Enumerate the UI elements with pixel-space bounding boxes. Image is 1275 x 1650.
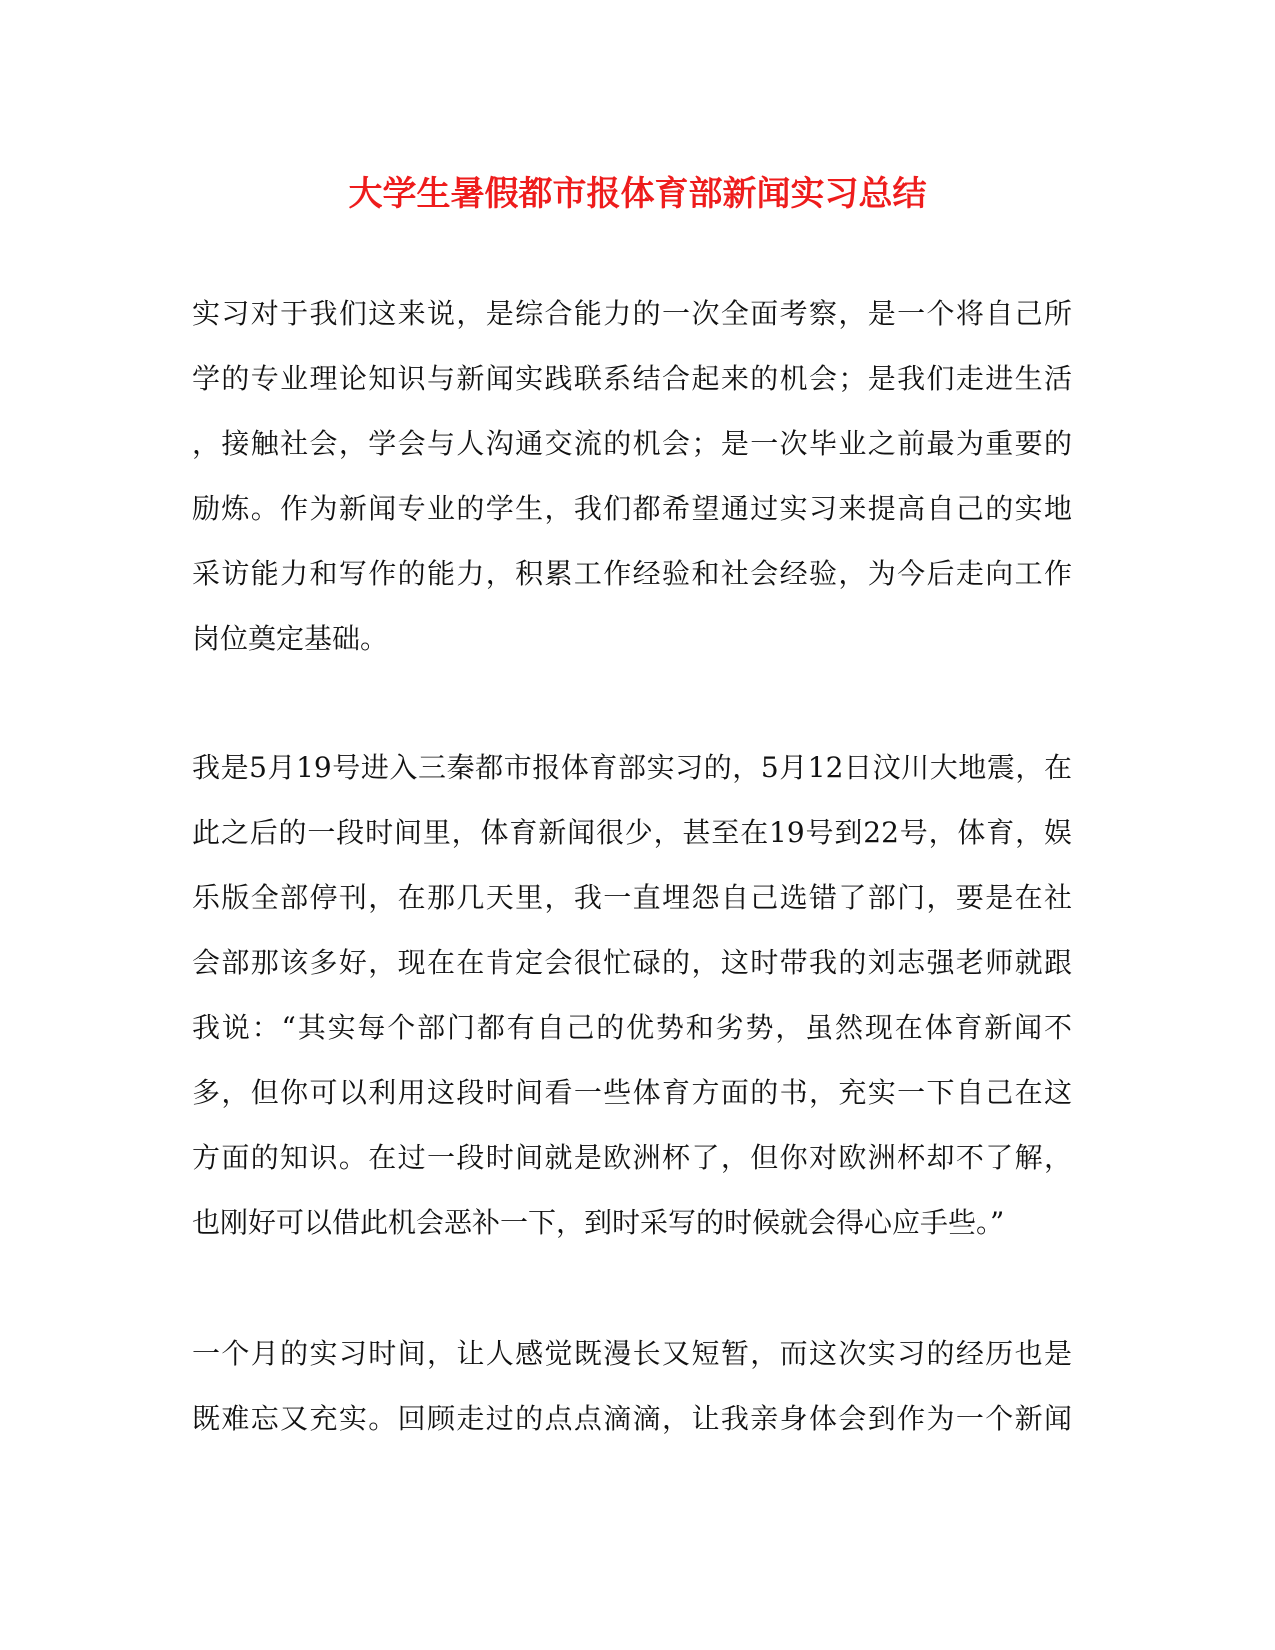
paragraph-line: 也刚好可以借此机会恶补一下，到时采写的时候就会得心应手些。” [192,1206,1005,1239]
paragraph-line: 岗位奠定基础。 [192,622,389,655]
paragraph-line: 方面的知识。在过一段时间就是欧洲杯了，但你对欧洲杯却不了解， [192,1141,1072,1174]
paragraph-2 [192,746,1072,1266]
paragraph-line: 乐版全部停刊，在那几天里，我一直埋怨自己选错了部门，要是在社 [192,881,1072,914]
paragraph-line: 我说：“其实每个部门都有自己的优势和劣势，虽然现在体育新闻不 [192,1011,1072,1044]
paragraph-line: 此之后的一段时间里，体育新闻很少，甚至在19号到22号，体育，娱 [192,816,1072,849]
document-title: 大学生暑假都市报体育部新闻实习总结 [348,174,927,214]
paragraph-line: 会部那该多好，现在在肯定会很忙碌的，这时带我的刘志强老师就跟 [192,946,1072,979]
paragraph-line: 采访能力和写作的能力，积累工作经验和社会经验，为今后走向工作 [192,557,1072,590]
paragraph-line: ，接触社会，学会与人沟通交流的机会；是一次毕业之前最为重要的 [192,427,1072,460]
paragraph-line: 一个月的实习时间，让人感觉既漫长又短暂，而这次实习的经历也是 [192,1337,1072,1370]
paragraph-line: 既难忘又充实。回顾走过的点点滴滴，让我亲身体会到作为一个新闻 [192,1402,1072,1435]
paragraph-3 [192,1332,1072,1462]
paragraph-1 [192,292,1072,682]
paragraph-line: 学的专业理论知识与新闻实践联系结合起来的机会；是我们走进生活 [192,362,1072,395]
paragraph-line: 励炼。作为新闻专业的学生，我们都希望通过实习来提高自己的实地 [192,492,1072,525]
paragraph-line: 实习对于我们这来说，是综合能力的一次全面考察，是一个将自己所 [192,297,1072,330]
paragraph-line: 我是5月19号进入三秦都市报体育部实习的，5月12日汶川大地震，在 [192,751,1072,784]
paragraph-line: 多，但你可以利用这段时间看一些体育方面的书，充实一下自己在这 [192,1076,1072,1109]
